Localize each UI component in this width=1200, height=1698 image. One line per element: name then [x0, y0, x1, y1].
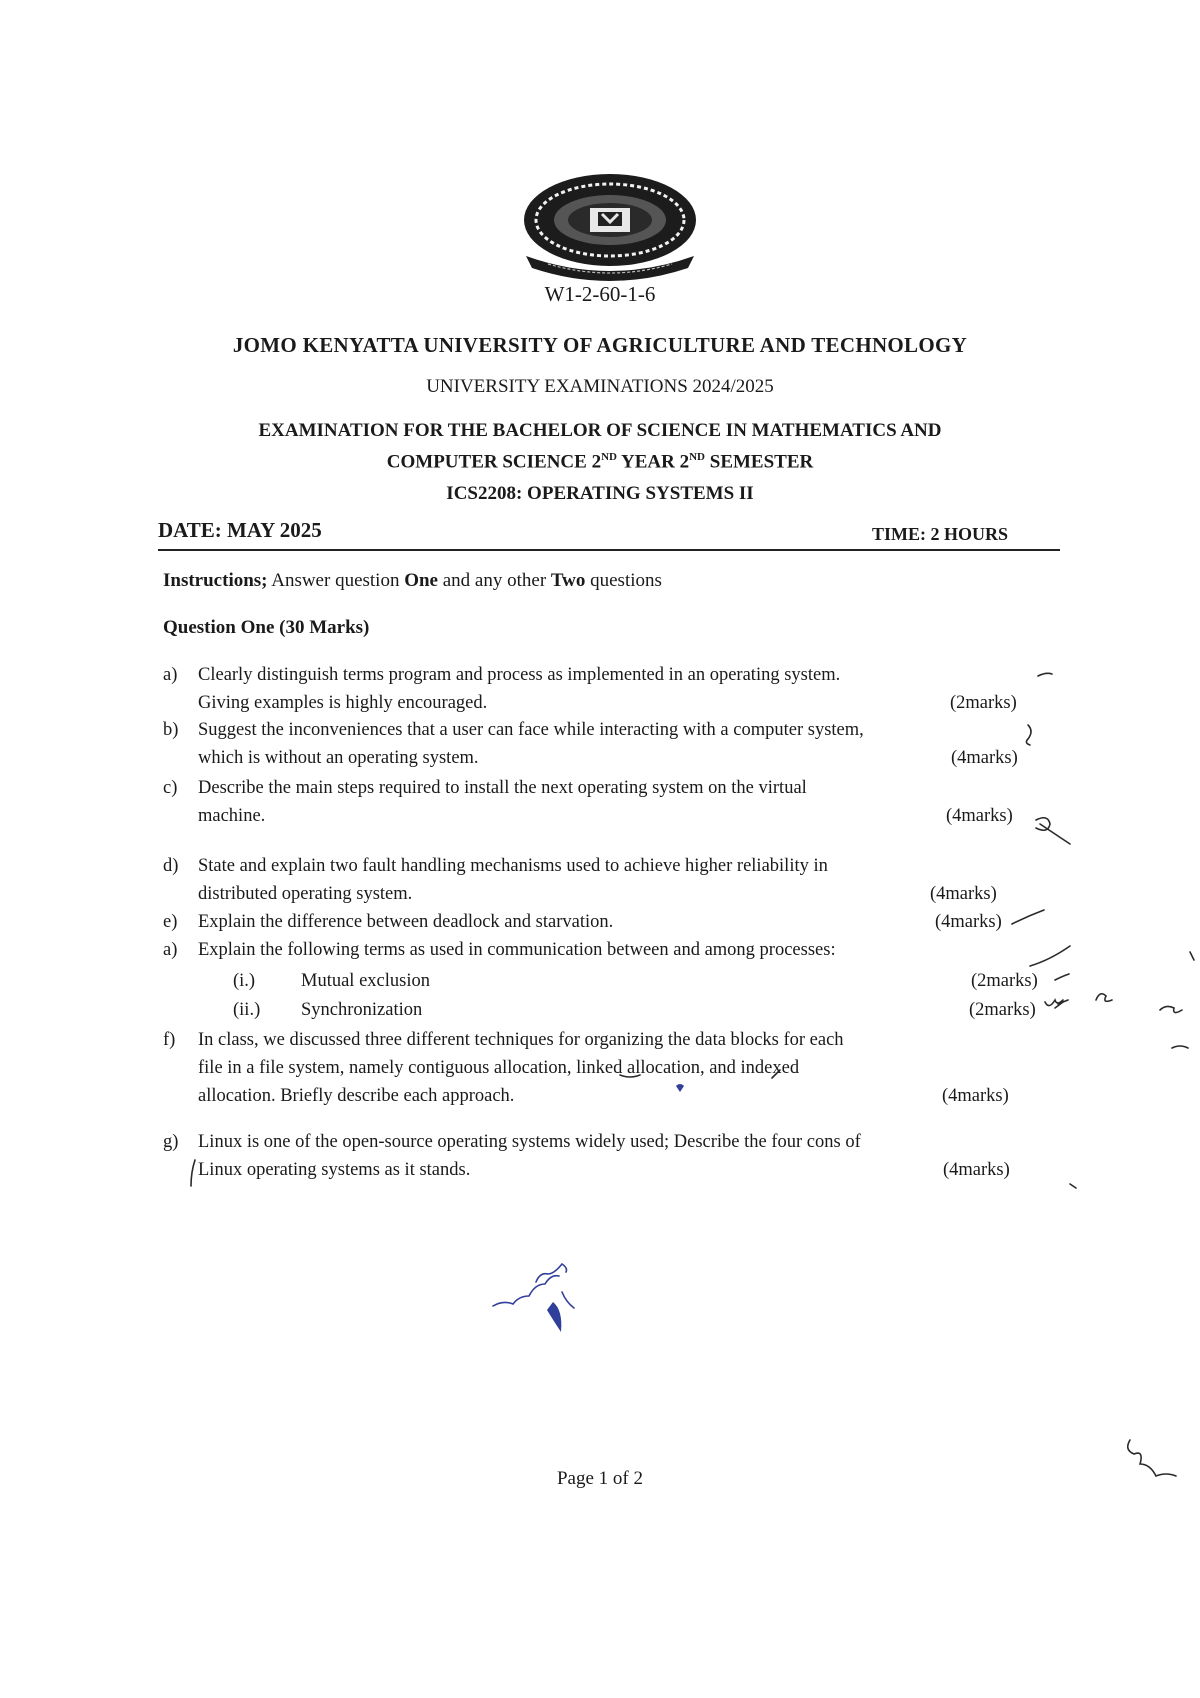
page-number: Page 1 of 2 — [556, 1468, 643, 1489]
programme-line-2: COMPUTER SCIENCE 2ND YEAR 2ND SEMESTER — [386, 451, 814, 473]
instructions: Instructions; Answer question One and any other Two questions — [163, 570, 662, 591]
exam-time: TIME: 2 HOURS — [872, 524, 1009, 544]
question-item-e: e) Explain the difference between deadlock and starvation. (4marks) — [163, 912, 1002, 932]
question-item-b: b) Suggest the inconveniences that a user can face while interacting with a computer system, which is without an operating system. (4marks) — [163, 720, 1018, 768]
question-item-g: g) Linux is one of the open-source operating systems widely used; Describe the four cons of Linux operating systems as it stands. (4marks) — [163, 1132, 1010, 1180]
question-item-d: d) State and explain two fault handling mechanisms used to achieve higher reliability in distributed operating system. (4marks) — [163, 856, 997, 904]
question-item-a2: a) Explain the following terms as used in communication between and among processes: — [163, 940, 836, 960]
question-item-f: f) In class, we discussed three different techniques for organizing the data blocks for each file in a file system, namely contiguous allocation, linked allocation, and indexed allocation. Briefly describe each approach. (4marks) — [163, 1030, 1009, 1106]
course-title: ICS2208: OPERATING SYSTEMS II — [446, 483, 754, 504]
sub-item-mutual-exclusion: (i.) Mutual exclusion (2marks) — [233, 971, 1038, 991]
university-name: JOMO KENYATTA UNIVERSITY OF AGRICULTURE AND TECHNOLOGY — [232, 333, 968, 357]
paper-code: W1-2-60-1-6 — [544, 282, 656, 306]
programme-line-1: EXAMINATION FOR THE BACHELOR OF SCIENCE IN MATHEMATICS AND — [258, 420, 942, 441]
exam-date: DATE: MAY 2025 — [158, 518, 322, 542]
question-item-c: c) Describe the main steps required to install the next operating system on the virtual machine. (4marks) — [163, 778, 1013, 826]
question-item-a: a) Clearly distinguish terms program and process as implemented in an operating system. Giving examples is highly encouraged. (2marks) — [163, 665, 1017, 713]
exam-session: UNIVERSITY EXAMINATIONS 2024/2025 — [426, 376, 774, 397]
question-one-title: Question One (30 Marks) — [163, 617, 370, 638]
sub-item-synchronization: (ii.) Synchronization (2marks) — [233, 1000, 1036, 1020]
